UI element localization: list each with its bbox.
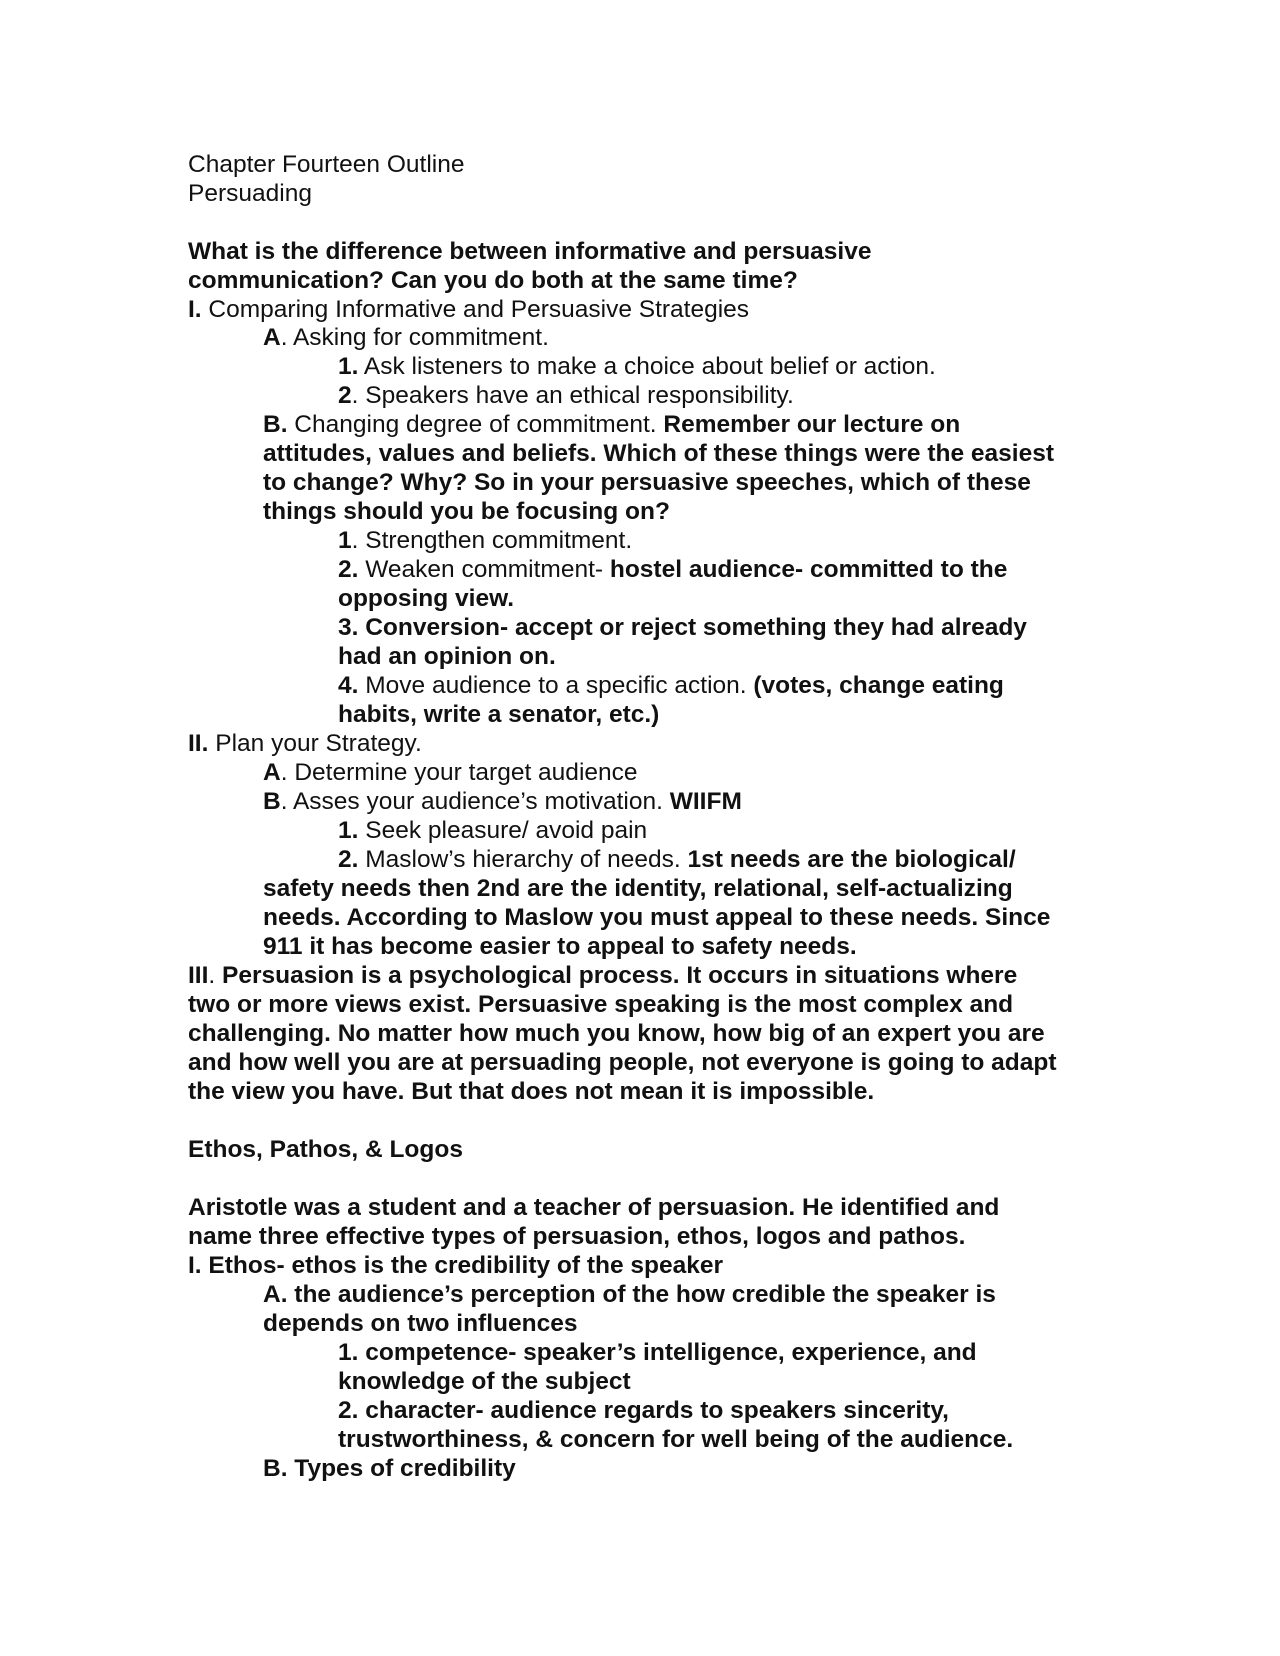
- text-run: III: [188, 962, 209, 989]
- text-run: Seek pleasure/ avoid pain: [358, 817, 648, 844]
- text-run: 2.: [338, 556, 359, 583]
- doc-line: [338, 642, 556, 671]
- text-run: 1.: [338, 817, 359, 844]
- text-run: Ethos, Pathos, & Logos: [188, 1136, 463, 1163]
- doc-line: [263, 468, 1031, 497]
- text-run: I.: [188, 296, 202, 323]
- text-run: 2.: [338, 846, 359, 873]
- text-run: the view you have. But that does not mean it is impossible.: [188, 1078, 875, 1105]
- text-run: attitudes, values and beliefs. Which of these things were the easiest: [263, 440, 1055, 467]
- text-run: A: [263, 324, 281, 351]
- text-run: 1.: [338, 353, 359, 380]
- doc-line: [188, 961, 1017, 990]
- text-run: Comparing Informative and Persuasive Strategies: [201, 296, 750, 323]
- doc-line: [263, 758, 638, 787]
- doc-line: [188, 729, 422, 758]
- doc-line: [188, 1193, 999, 1222]
- section-heading: [188, 1135, 463, 1164]
- text-run: things should you be focusing on?: [263, 498, 670, 525]
- doc-line: [188, 1251, 723, 1280]
- text-run: habits, write a senator, etc.): [338, 701, 660, 728]
- text-run: Maslow’s hierarchy of needs.: [358, 846, 688, 873]
- text-run: Ask listeners to make a choice about belief or action.: [358, 353, 936, 380]
- text-run: challenging. No matter how much you know, how big of an expert you are: [188, 1020, 1045, 1047]
- text-run: 2. character- audience regards to speakers sincerity,: [338, 1397, 949, 1424]
- text-run: 1. competence- speaker’s intelligence, experience, and: [338, 1339, 977, 1366]
- doc-line: [188, 1077, 874, 1106]
- doc-line: [188, 1222, 965, 1251]
- text-run: Changing degree of commitment.: [287, 411, 664, 438]
- text-run: 2: [338, 382, 352, 409]
- text-run: Chapter Fourteen Outline: [188, 151, 465, 178]
- text-run: 1st needs are the biological/: [687, 846, 1016, 873]
- text-run: (votes, change eating: [753, 672, 1004, 699]
- doc-line: [263, 874, 1013, 903]
- doc-line: [263, 1454, 516, 1483]
- text-run: . Speakers have an ethical responsibility.: [351, 382, 794, 409]
- doc-line: [263, 439, 1054, 468]
- text-run: A: [263, 759, 281, 786]
- doc-line: [188, 179, 312, 208]
- text-run: A. the audience’s perception of the how credible the speaker is: [263, 1281, 996, 1308]
- text-run: name three effective types of persuasion, ethos, logos and pathos.: [188, 1223, 966, 1250]
- doc-line: [263, 323, 549, 352]
- text-run: II.: [188, 730, 209, 757]
- doc-line: [338, 816, 647, 845]
- doc-line: [263, 1309, 577, 1338]
- text-run: knowledge of the subject: [338, 1368, 631, 1395]
- doc-line: [338, 584, 514, 613]
- text-run: needs. According to Maslow you must appeal to these needs. Since: [263, 904, 1051, 931]
- text-run: I. Ethos- ethos is the credibility of the speaker: [188, 1252, 724, 1279]
- doc-line: [338, 845, 1016, 874]
- doc-line: [188, 1048, 1057, 1077]
- text-run: opposing view.: [338, 585, 515, 612]
- text-run: Plan your Strategy.: [208, 730, 422, 757]
- text-run: had an opinion on.: [338, 643, 556, 670]
- text-run: . Asking for commitment.: [280, 324, 549, 351]
- doc-line: [338, 1425, 1013, 1454]
- text-run: B: [263, 788, 281, 815]
- text-run: and how well you are at persuading people, not everyone is going to adapt: [188, 1049, 1057, 1076]
- doc-line: [263, 497, 670, 526]
- text-run: hostel audience- committed to the: [609, 556, 1008, 583]
- doc-line: [188, 295, 749, 324]
- doc-line: [338, 555, 1007, 584]
- text-run: B. Types of credibility: [263, 1455, 516, 1482]
- doc-line: [188, 237, 871, 266]
- doc-line: [338, 613, 1027, 642]
- doc-line: [188, 150, 464, 179]
- doc-line: [338, 381, 794, 410]
- text-run: communication? Can you do both at the same time?: [188, 267, 798, 294]
- text-run: B.: [263, 411, 288, 438]
- doc-line: [338, 1396, 949, 1425]
- text-run: Move audience to a specific action.: [358, 672, 754, 699]
- text-run: 911 it has become easier to appeal to safety needs.: [263, 933, 857, 960]
- text-run: Persuasion is a psychological process. It occurs in situations where: [222, 962, 1018, 989]
- doc-line: [188, 266, 798, 295]
- doc-line: [338, 352, 936, 381]
- text-run: two or more views exist. Persuasive speaking is the most complex and: [188, 991, 1014, 1018]
- doc-line: [338, 671, 1004, 700]
- text-run: depends on two influences: [263, 1310, 578, 1337]
- doc-line: [338, 700, 659, 729]
- doc-line: [263, 903, 1050, 932]
- text-run: .: [208, 962, 223, 989]
- text-run: Weaken commitment-: [358, 556, 610, 583]
- doc-line: [263, 1280, 996, 1309]
- doc-line: [338, 526, 632, 555]
- text-run: WIIFM: [669, 788, 742, 815]
- text-run: trustworthiness, & concern for well being of the audience.: [338, 1426, 1014, 1453]
- doc-line: [188, 990, 1013, 1019]
- text-run: 4.: [338, 672, 359, 699]
- doc-line: [263, 410, 960, 439]
- text-run: What is the difference between informative and persuasive: [188, 238, 872, 265]
- text-run: 3. Conversion- accept or reject something they had already: [338, 614, 1027, 641]
- text-run: Persuading: [188, 180, 312, 207]
- doc-line: [188, 1019, 1045, 1048]
- text-run: . Strengthen commitment.: [351, 527, 633, 554]
- text-run: Remember our lecture on: [663, 411, 961, 438]
- text-run: . Determine your target audience: [280, 759, 638, 786]
- text-run: to change? Why? So in your persuasive speeches, which of these: [263, 469, 1031, 496]
- text-run: Aristotle was a student and a teacher of persuasion. He identified and: [188, 1194, 1000, 1221]
- text-run: safety needs then 2nd are the identity, relational, self-actualizing: [263, 875, 1013, 902]
- doc-line: [263, 932, 857, 961]
- text-run: 1: [338, 527, 352, 554]
- text-run: . Asses your audience’s motivation.: [280, 788, 670, 815]
- doc-line: [338, 1338, 977, 1367]
- doc-line: [263, 787, 742, 816]
- doc-line: [338, 1367, 631, 1396]
